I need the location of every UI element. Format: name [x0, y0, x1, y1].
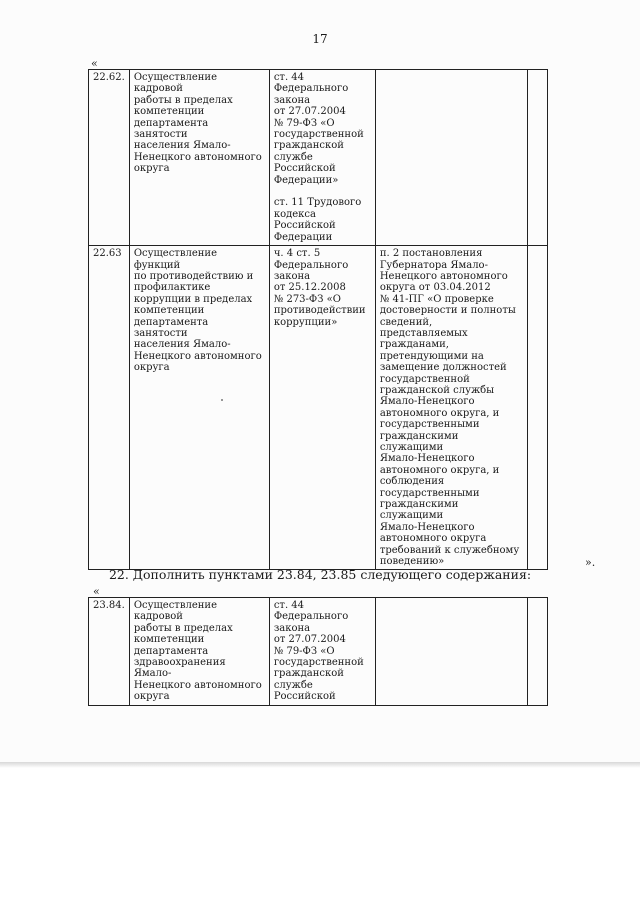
open-quote-1: « — [91, 57, 98, 70]
page-edge-shadow — [0, 762, 640, 768]
table-row — [89, 70, 548, 246]
row-description: Осуществление функций по противодействию и профилактике коррупции в пределах компетенции департамента занятости населения Ямало- Ненецкого автономного округа — [129, 246, 269, 570]
row-regional-act — [375, 598, 527, 706]
table-2 — [88, 597, 548, 706]
row-number: 23.84. — [89, 598, 130, 706]
amendment-heading: 22. Дополнить пунктами 23.84, 23.85 следующего содержания: — [108, 567, 532, 582]
row-regional-act — [375, 70, 527, 246]
row-number: 22.63 — [89, 246, 130, 570]
page-number: 17 — [312, 32, 328, 46]
row-law-basis: ст. 44 Федерального закона от 27.07.2004 № 79-ФЗ «О государственной гражданской службе Российской Федерации» ст. 11 Трудового кодекса Российской Федерации — [269, 70, 375, 246]
row-extra — [527, 70, 547, 246]
row-extra — [527, 598, 547, 706]
row-law-basis: ст. 44 Федерального закона от 27.07.2004 № 79-ФЗ «О государственной гражданской службе Российской — [269, 598, 375, 706]
close-quote: ». — [585, 556, 596, 569]
row-description: Осуществление кадровой работы в пределах компетенции департамента здравоохранения Ямало- Ненецкого автономного округа — [129, 598, 269, 706]
table-1 — [88, 69, 548, 570]
open-quote-2: « — [93, 585, 100, 598]
table-row — [89, 598, 548, 706]
row-law-basis: ч. 4 ст. 5 Федерального закона от 25.12.2008 № 273-ФЗ «О противодействии коррупции» — [269, 246, 375, 570]
table-row — [89, 246, 548, 570]
row-description: Осуществление кадровой работы в пределах компетенции департамента занятости населения Ямало- Ненецкого автономного округа — [129, 70, 269, 246]
row-number: 22.62. — [89, 70, 130, 246]
row-extra — [527, 246, 547, 570]
scan-speck — [221, 399, 223, 401]
row-regional-act: п. 2 постановления Губернатора Ямало- Ненецкого автономного округа от 03.04.2012 № 41-ПГ «О проверке достоверности и полноты сведений, представляемых гражданами, претендующими на замещение должностей государственной гражданской службы Ямало-Ненецкого автономного округа, и государственными гражданскими служащими Ямало-Ненецкого автономного округа, и соблюдения государственными гражданскими служащими Ямало-Ненецкого автономного округа требований к служебному поведению» — [375, 246, 527, 570]
